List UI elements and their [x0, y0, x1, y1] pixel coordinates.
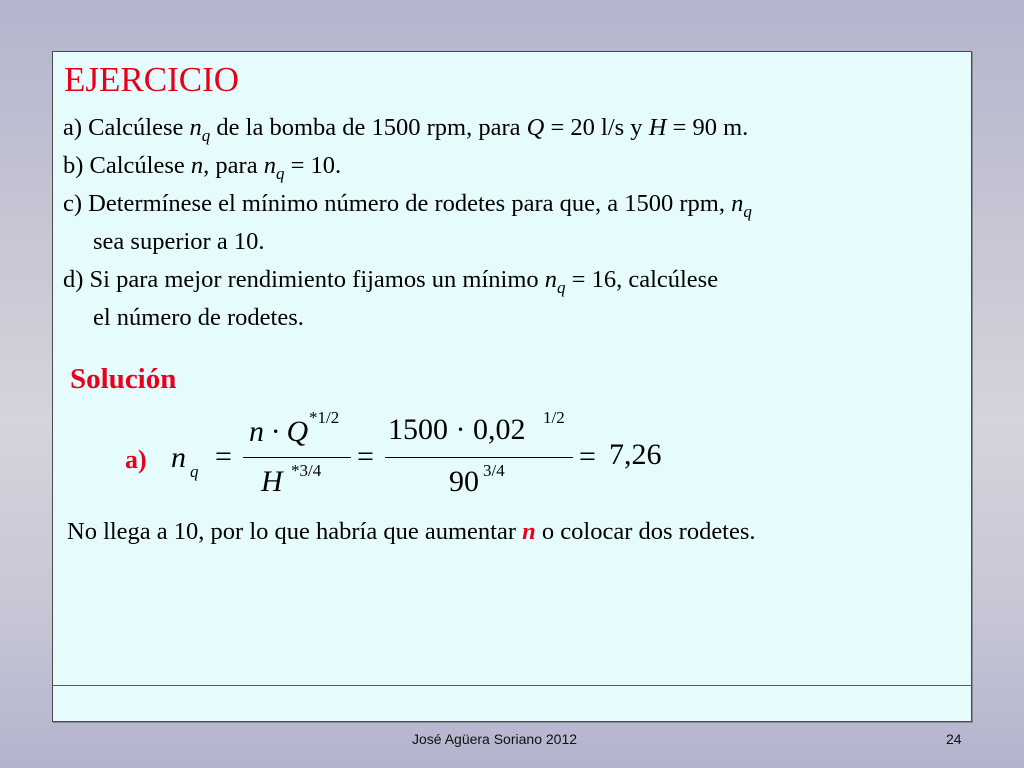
eq-numerator-1: n · Q [249, 415, 309, 448]
statement-c-continued [93, 230, 264, 255]
conclusion-part: No llega a 10, por lo que habría que aumentar [67, 518, 523, 545]
statement-a [63, 114, 749, 145]
eq-numerator-1-exponent: *1/2 [309, 408, 340, 427]
footer-author: José Agüera Soriano 2012 [412, 731, 578, 747]
symbol-n: n [731, 190, 744, 217]
eq-result: 7,26 [609, 438, 662, 471]
equation-label: a) [125, 445, 147, 474]
eq-lhs-q: q [190, 462, 199, 481]
symbol-n: n [190, 152, 204, 179]
statement-d-text: d) Si para mejor rendimiento fijamos un mínimo [63, 266, 545, 293]
conclusion-symbol-n: n [522, 518, 536, 545]
conclusion-part: o colocar dos rodetes. [535, 518, 756, 545]
statement-b-text: , para [203, 152, 264, 179]
eq-denominator-1: H [261, 465, 283, 498]
statement-a-text: = 20 l/s y [544, 114, 649, 141]
statement-b-text: b) Calcúlese [63, 152, 191, 179]
statement-d-continued [93, 306, 304, 331]
fraction-bar-1 [243, 457, 351, 458]
symbol-q-subscript: q [557, 278, 566, 297]
symbol-n: n [544, 266, 557, 293]
eq-equals-3: = [579, 440, 596, 473]
statement-d [63, 266, 719, 297]
statement-d-text: el número de rodetes. [93, 304, 304, 331]
symbol-Q: Q [526, 114, 545, 141]
solution-title: Solución [70, 363, 177, 395]
eq-numerator-2: 1500 · 0,02 [388, 413, 526, 446]
statement-a-text: a) Calcúlese [63, 114, 190, 141]
page-number: 24 [946, 731, 962, 747]
fraction-bar-2 [385, 457, 573, 458]
statement-c [63, 190, 752, 221]
statement-c-text: c) Determínese el mínimo número de rodetes para que, a 1500 rpm, [63, 190, 732, 217]
statement-a-text: = 90 m. [666, 114, 749, 141]
eq-denominator-1-exponent: *3/4 [291, 461, 322, 480]
conclusion-text [67, 520, 756, 545]
symbol-q-subscript: q [275, 164, 285, 183]
equation-a [123, 407, 723, 507]
symbol-H: H [648, 114, 667, 141]
content-panel [52, 51, 972, 722]
eq-equals-2: = [357, 440, 374, 473]
eq-denominator-2: 90 [449, 465, 479, 498]
eq-lhs-n: n [171, 441, 186, 474]
statement-b-text: = 10. [284, 152, 342, 179]
symbol-q-subscript: q [201, 126, 211, 145]
symbol-n: n [189, 114, 202, 141]
symbol-n: n [263, 152, 276, 179]
eq-numerator-2-exponent: 1/2 [543, 408, 565, 427]
eq-denominator-2-exponent: 3/4 [483, 461, 505, 480]
panel-divider [53, 685, 971, 686]
slide-title: EJERCICIO [64, 60, 239, 99]
statement-c-text: sea superior a 10. [93, 228, 265, 255]
statement-b [63, 152, 342, 183]
statement-d-text: = 16, calcúlese [565, 266, 719, 293]
symbol-q-subscript: q [743, 202, 752, 221]
eq-equals-1: = [215, 440, 232, 473]
statement-a-text: de la bomba de 1500 rpm, para [210, 114, 527, 141]
